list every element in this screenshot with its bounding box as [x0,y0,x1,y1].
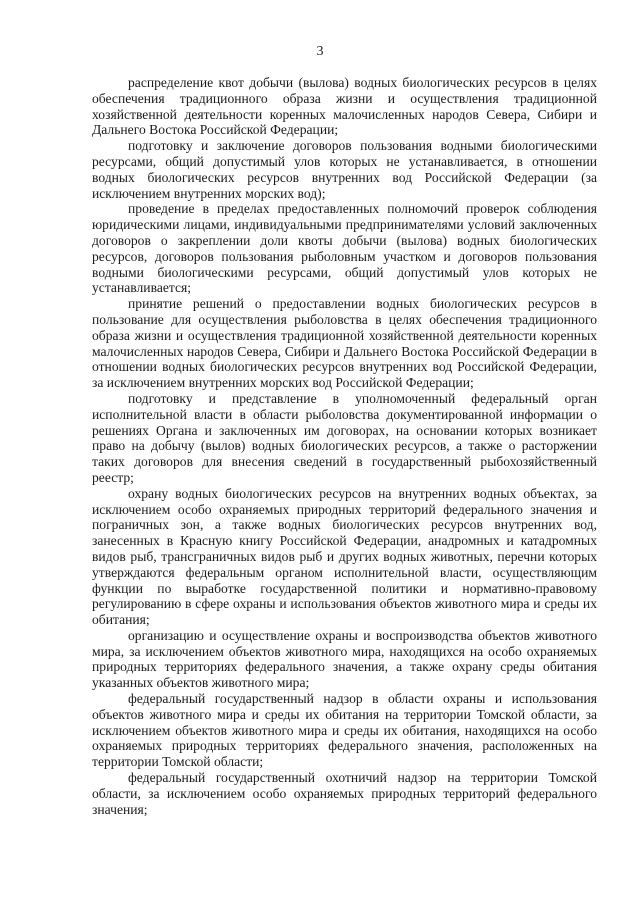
paragraph: распределение квот добычи (вылова) водных биологических ресурсов в целях обеспечения традиционного образа жизни и осуществления традиционной хозяйственной деятельности коренных малочисленных народов Севера, Сибири и Дальнего Востока Российской Федерации; [92,75,597,138]
paragraph: федеральный государственный охотничий надзор на территории Томской области, за исключением особо охраняемых природных территорий федерального значения; [92,770,597,817]
paragraph: подготовку и представление в уполномоченный федеральный орган исполнительной власти в области рыболовства документированной информации о решениях Органа и заключенных им договорах, на основании которых возникает право на добычу (вылов) водных биологических ресурсов, а также о расторжении таких договоров для внесения сведений в государственный рыбохозяйственный реестр; [92,390,597,485]
page-number: 3 [316,44,324,59]
paragraph: проведение в пределах предоставленных полномочий проверок соблюдения юридическими лицами, индивидуальными предпринимателями условий заключенных договоров о закреплении доли квоты добычи (вылова) водных биологических ресурсов, договоров пользования рыболовным участком и договоров пользования водными биологическими ресурсами, общий допустимый улов которых не устанавливается; [92,201,597,296]
document-body [92,75,597,817]
paragraph: федеральный государственный надзор в области охраны и использования объектов животного мира и среды их обитания на территории Томской области, за исключением объектов животного мира и среды их обитания, находящихся на особо охраняемых природных территориях федерального значения, расположенных на территории Томской области; [92,691,597,770]
paragraph: охрану водных биологических ресурсов на внутренних водных объектах, за исключением особо охраняемых природных территорий федерального значения и пограничных зон, а также водных биологических ресурсов внутренних вод, занесенных в Красную книгу Российской Федерации, анадромных и катадромных видов рыб, трансграничных видов рыб и других водных животных, перечни которых утверждаются федеральным органом исполнительной власти, осуществляющим функции по выработке государственной политики и нормативно-правовому регулированию в сфере охраны и использования объектов животного мира и среды их обитания; [92,485,597,628]
paragraph: организацию и осуществление охраны и воспроизводства объектов животного мира, за исключением объектов животного мира, находящихся на особо охраняемых природных территориях федерального значения, а также охрану среды обитания указанных объектов животного мира; [92,627,597,691]
paragraph: подготовку и заключение договоров пользования водными биологическими ресурсами, общий допустимый улов которых не устанавливается, в отношении водных биологических ресурсов внутренних вод Российской Федерации (за исключением внутренних морских вод); [92,138,597,201]
paragraph: принятие решений о предоставлении водных биологических ресурсов в пользование для осуществления рыболовства в целях обеспечения традиционного образа жизни и осуществления традиционной хозяйственной деятельности коренных малочисленных народов Севера, Сибири и Дальнего Востока Российской Федерации в отношении водных биологических ресурсов внутренних вод Российской Федерации, за исключением внутренних морских вод Российской Федерации; [92,296,597,391]
